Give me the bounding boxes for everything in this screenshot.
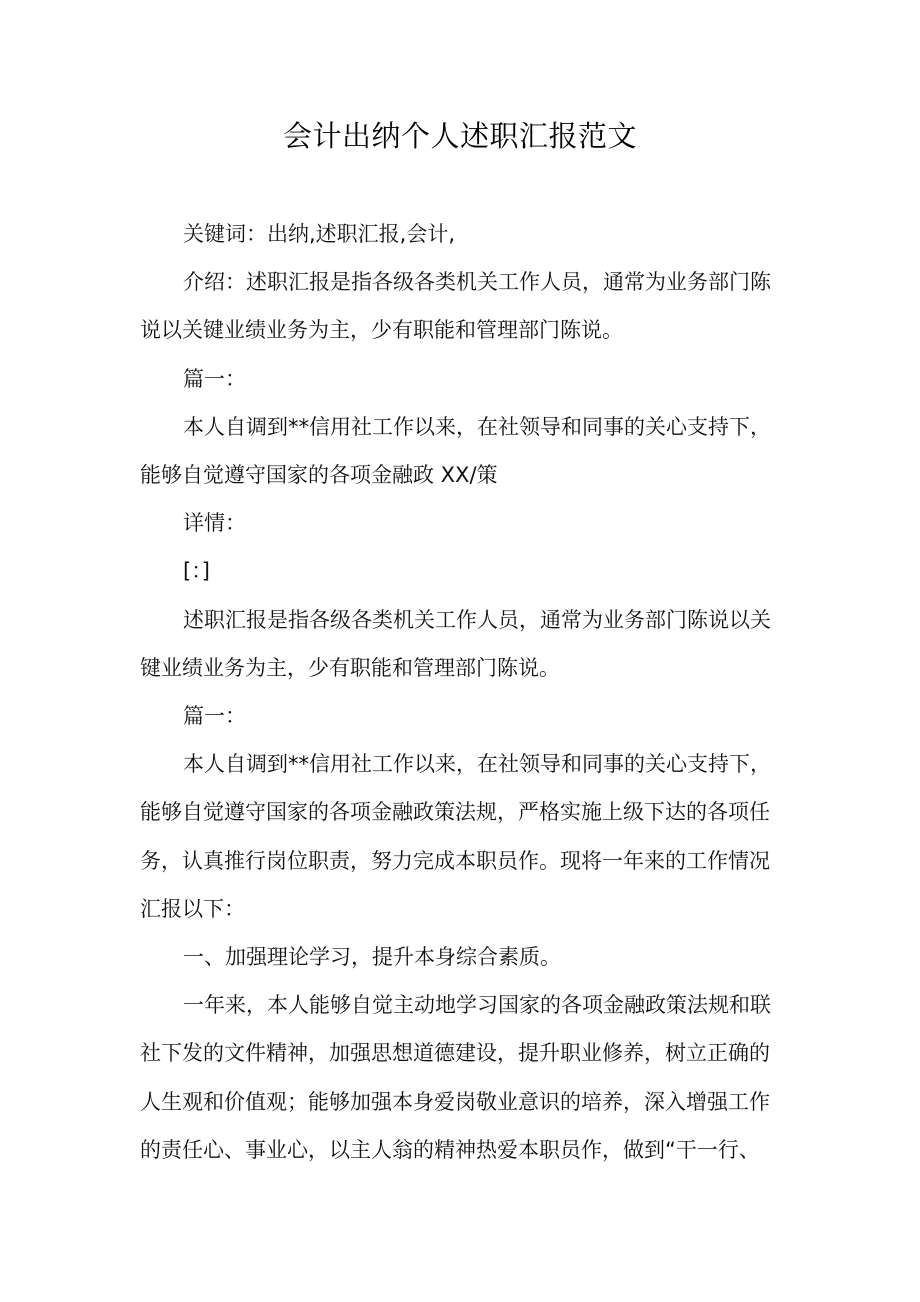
paragraph-line: 键业绩业务为主，少有职能和管理部门陈说。: [140, 655, 560, 680]
paragraph-line: 能够自觉遵守国家的各项金融政 XX/策: [140, 463, 498, 488]
paragraph-line: 本人自调到**信用社工作以来，在社领导和同事的关心支持下，: [183, 414, 771, 439]
document-body: [140, 210, 790, 1174]
document-title: 会计出纳个人述职汇报范文: [282, 119, 637, 153]
section-heading: 篇一：: [183, 366, 246, 391]
paragraph-line: 的责任心、事业心，以主人翁的精神热爱本职员作，做到“干一行、: [140, 1137, 760, 1162]
details-link[interactable]: [：]: [183, 559, 210, 584]
paragraph-line: 介绍：述职汇报是指各级各类机关工作人员，通常为业务部门陈: [183, 270, 771, 295]
section-heading: 篇一：: [183, 704, 246, 729]
paragraph-line: 务，认真推行岗位职责，努力完成本职员作。现将一年来的工作情况: [140, 848, 770, 873]
paragraph-line: 说以关键业绩业务为主，少有职能和管理部门陈说。: [140, 318, 623, 343]
paragraph-line: 人生观和价值观；能够加强本身爱岗敬业意识的培养，深入增强工作: [140, 1089, 770, 1114]
keywords-line: 关键词：出纳,述职汇报,会计,: [183, 222, 456, 246]
paragraph-line: 一年来，本人能够自觉主动地学习国家的各项金融政策法规和联: [183, 993, 771, 1018]
details-label: 详情：: [183, 511, 246, 536]
paragraph-line: 汇报以下：: [140, 896, 245, 921]
paragraph-line: 能够自觉遵守国家的各项金融政策法规，严格实施上级下达的各项任: [140, 800, 770, 825]
paragraph-line: 本人自调到**信用社工作以来，在社领导和同事的关心支持下，: [183, 752, 771, 777]
paragraph-line: 社下发的文件精神，加强思想道德建设，提升职业修养，树立正确的: [140, 1041, 770, 1066]
paragraph-line: 述职汇报是指各级各类机关工作人员，通常为业务部门陈说以关: [183, 607, 771, 632]
subsection-heading: 一、加强理论学习，提升本身综合素质。: [183, 945, 561, 970]
